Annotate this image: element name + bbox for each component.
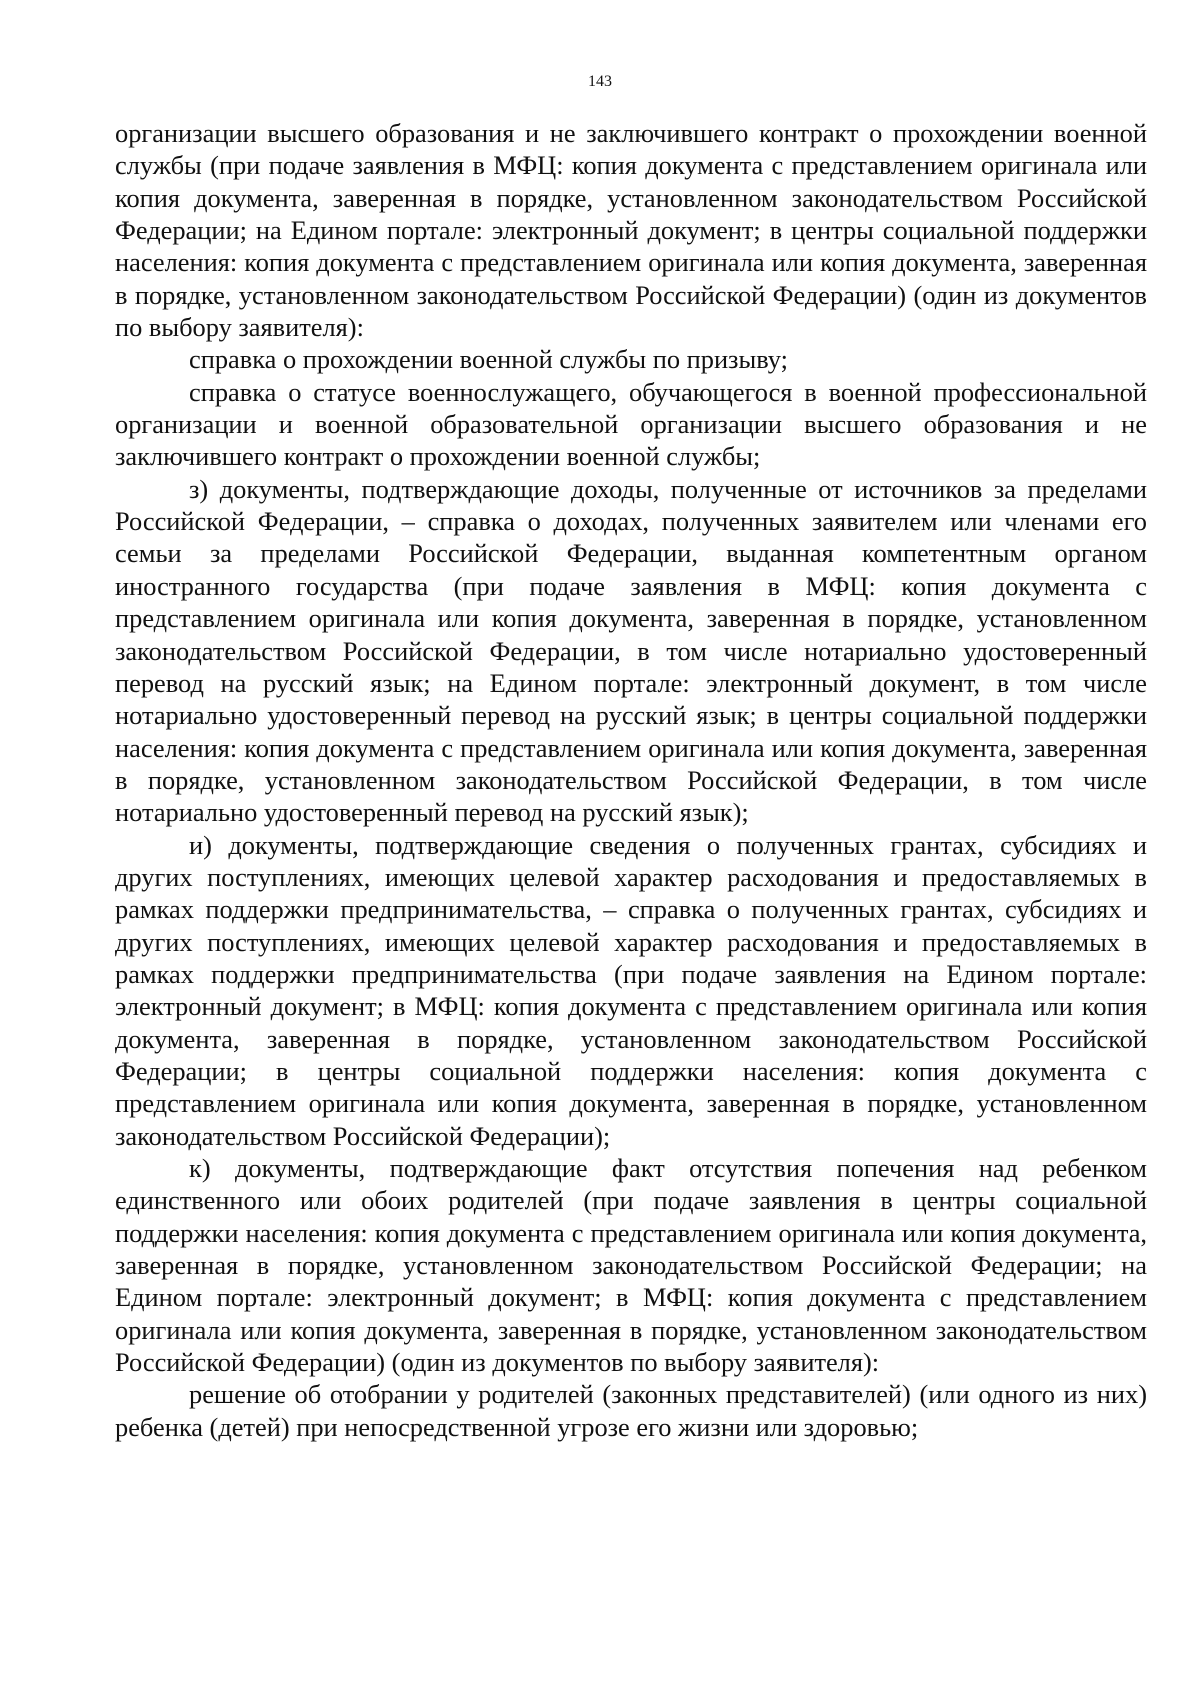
paragraph-item-k-parental-care: к) документы, подтверждающие факт отсутствия попечения над ребенком единственного или обоих родителей (при подаче заявления в центры социальной поддержки населения: копия документа с представлением оригинала или копия документа, заверенная в порядке, установленном законодательством Российской Федерации; на Едином портале: электронный документ; в МФЦ: копия документа с представлением оригинала или копия документа, заверенная в порядке, установленном законодательством Российской Федерации) (один из документов по выбору заявителя): bbox=[115, 1153, 1147, 1378]
paragraph-military-service-certificate: справка о прохождении военной службы по призыву; bbox=[189, 344, 788, 375]
page-number: 143 bbox=[588, 73, 612, 90]
paragraph-item-i-grants-subsidies: и) документы, подтверждающие сведения о полученных грантах, субсидиях и других поступлениях, имеющих целевой характер расходования и предоставляемых в рамках поддержки предпринимательства, – справка о полученных грантах, субсидиях и других поступлениях, имеющих целевой характер расходования и предоставляемых в рамках поддержки предпринимательства (при подаче заявления на Едином портале: электронный документ; в МФЦ: копия документа с представлением оригинала или копия документа, заверенная в порядке, установленном законодательством Российской Федерации; в центры социальной поддержки населения: копия документа с представлением оригинала или копия документа, заверенная в порядке, установленном законодательством Российской Федерации); bbox=[115, 829, 1147, 1151]
paragraph-item-z-foreign-income: з) документы, подтверждающие доходы, полученные от источников за пределами Российской Федерации, – справка о доходах, полученных заявителем или членами его семьи за пределами Российской Федерации, выданная компетентным органом иностранного государства (при подаче заявления в МФЦ: копия документа с представлением оригинала или копия документа, заверенная в порядке, установленном законодательством Российской Федерации, в том числе нотариально удостоверенный перевод на русский язык; на Едином портале: электронный документ, в том числе нотариально удостоверенный перевод на русский язык; в центры социальной поддержки населения: копия документа с представлением оригинала или копия документа, заверенная в порядке, установленном законодательством Российской Федерации, в том числе нотариально удостоверенный перевод на русский язык); bbox=[115, 473, 1147, 828]
paragraph-serviceman-status-certificate: справка о статусе военнослужащего, обучающегося в военной профессиональной организации и военной образовательной организации высшего образования и не заключившего контракт о прохождении военной службы; bbox=[115, 376, 1147, 472]
paragraph-intro-continuation: организации высшего образования и не заключившего контракт о прохождении военной службы (при подаче заявления в МФЦ: копия документа с представлением оригинала или копия документа, заверенная в порядке, установленном законодательством Российской Федерации; на Едином портале: электронный документ; в центры социальной поддержки населения: копия документа с представлением оригинала или копия документа, заверенная в порядке, установленном законодательством Российской Федерации) (один из документов по выбору заявителя): bbox=[115, 118, 1147, 343]
paragraph-child-removal-decision: решение об отобрании у родителей (законных представителей) (или одного из них) ребенка (детей) при непосредственной угрозе его жизни или здоровью; bbox=[115, 1379, 1147, 1442]
document-body bbox=[115, 117, 1147, 1443]
